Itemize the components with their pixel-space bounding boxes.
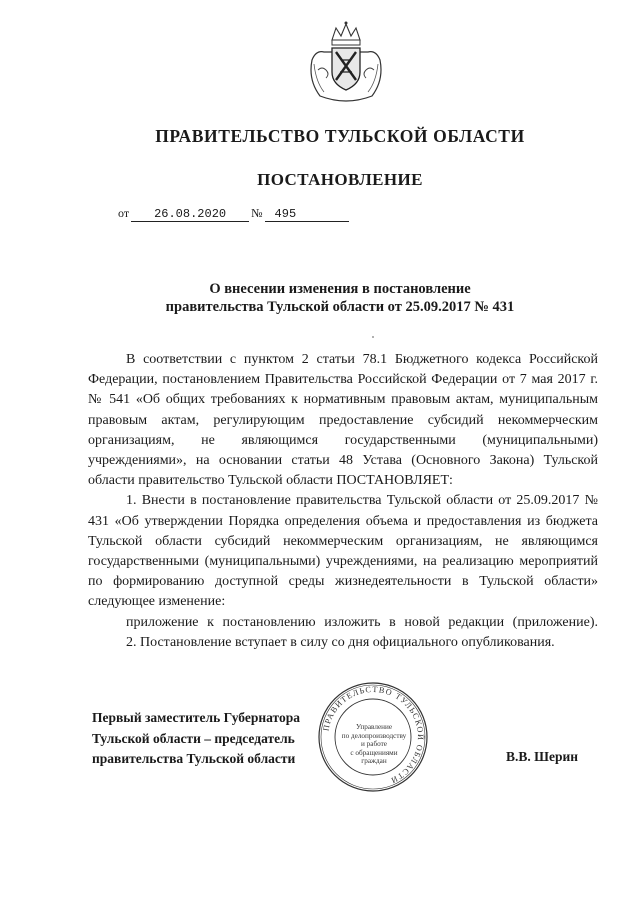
body-paragraph-preamble: В соответствии с пунктом 2 статьи 78.1 Бюджетного кодекса Российской Федерации, постановлением Правительства Российской Федерации от 7 мая 2017 г. № 541 «Об общих требованиях к нормативным правовым актам, муниципальным правовым актам, регулирующим предоставление субсидий некоммерческим организациям, не являющимся государственными (муниципальными) учреждениями», на основании статьи 48 Устава (Основного Закона) Тульской области правительство Тульской области ПОСТАНОВЛЯЕТ: [88,352,598,489]
subject-line-2: правительства Тульской области от 25.09.2017 № 431 [165,299,515,315]
body-paragraph-item-1: 1. Внести в постановление правительства Тульской области от 25.09.2017 № 431 «Об утверждении Порядка определения объема и предоставления из бюджета Тульской области субсидий некоммерческим организациям, не являющимся государственными (муниципальными) учреждениями, на реализацию мероприятий по формированию доступной среды жизнедеятельности в Тульской области» следующее изменение: [88,493,598,610]
stamp-line-2: по делопроизводству [341,731,407,740]
stamp-inner-text [332,723,416,766]
document-date: 26.08.2020 [131,207,249,222]
document-body [88,350,598,653]
subject-line-1: О внесении изменения в постановление [209,281,471,297]
scan-speck [372,336,374,338]
document-number: 495 [265,207,349,222]
document-subject [120,280,560,316]
body-paragraph-item-2: 2. Постановление вступает в силу со дня официального опубликования. [126,634,555,650]
signatory-line-3: правительства Тульской области [92,751,296,766]
stamp-ring-text: ПРАВИТЕЛЬСТВО ТУЛЬСКОЙ ОБЛАСТИ [321,684,426,786]
stamp-line-5: граждан [361,757,387,766]
stamp-line-4: с обращениями [350,748,398,757]
signatory-name: В.В. Шерин [506,749,579,764]
signatory-line-2: Тульской области – председатель [92,730,295,746]
number-prefix: № [251,206,263,220]
stamp-line-3: и работе [361,740,387,749]
body-paragraph-change: приложение к постановлению изложить в новой редакции (приложение). [126,614,598,630]
stamp-line-1: Управление [355,723,393,731]
date-number-line [118,206,349,222]
signatory-title [92,708,300,770]
document-type-heading: ПОСТАНОВЛЕНИЕ [257,170,423,189]
signatory-line-1: Первый заместитель Губернатора [92,710,300,725]
government-title: ПРАВИТЕЛЬСТВО ТУЛЬСКОЙ ОБЛАСТИ [155,126,525,146]
coat-of-arms-emblem [306,20,386,104]
date-prefix: от [118,206,130,220]
